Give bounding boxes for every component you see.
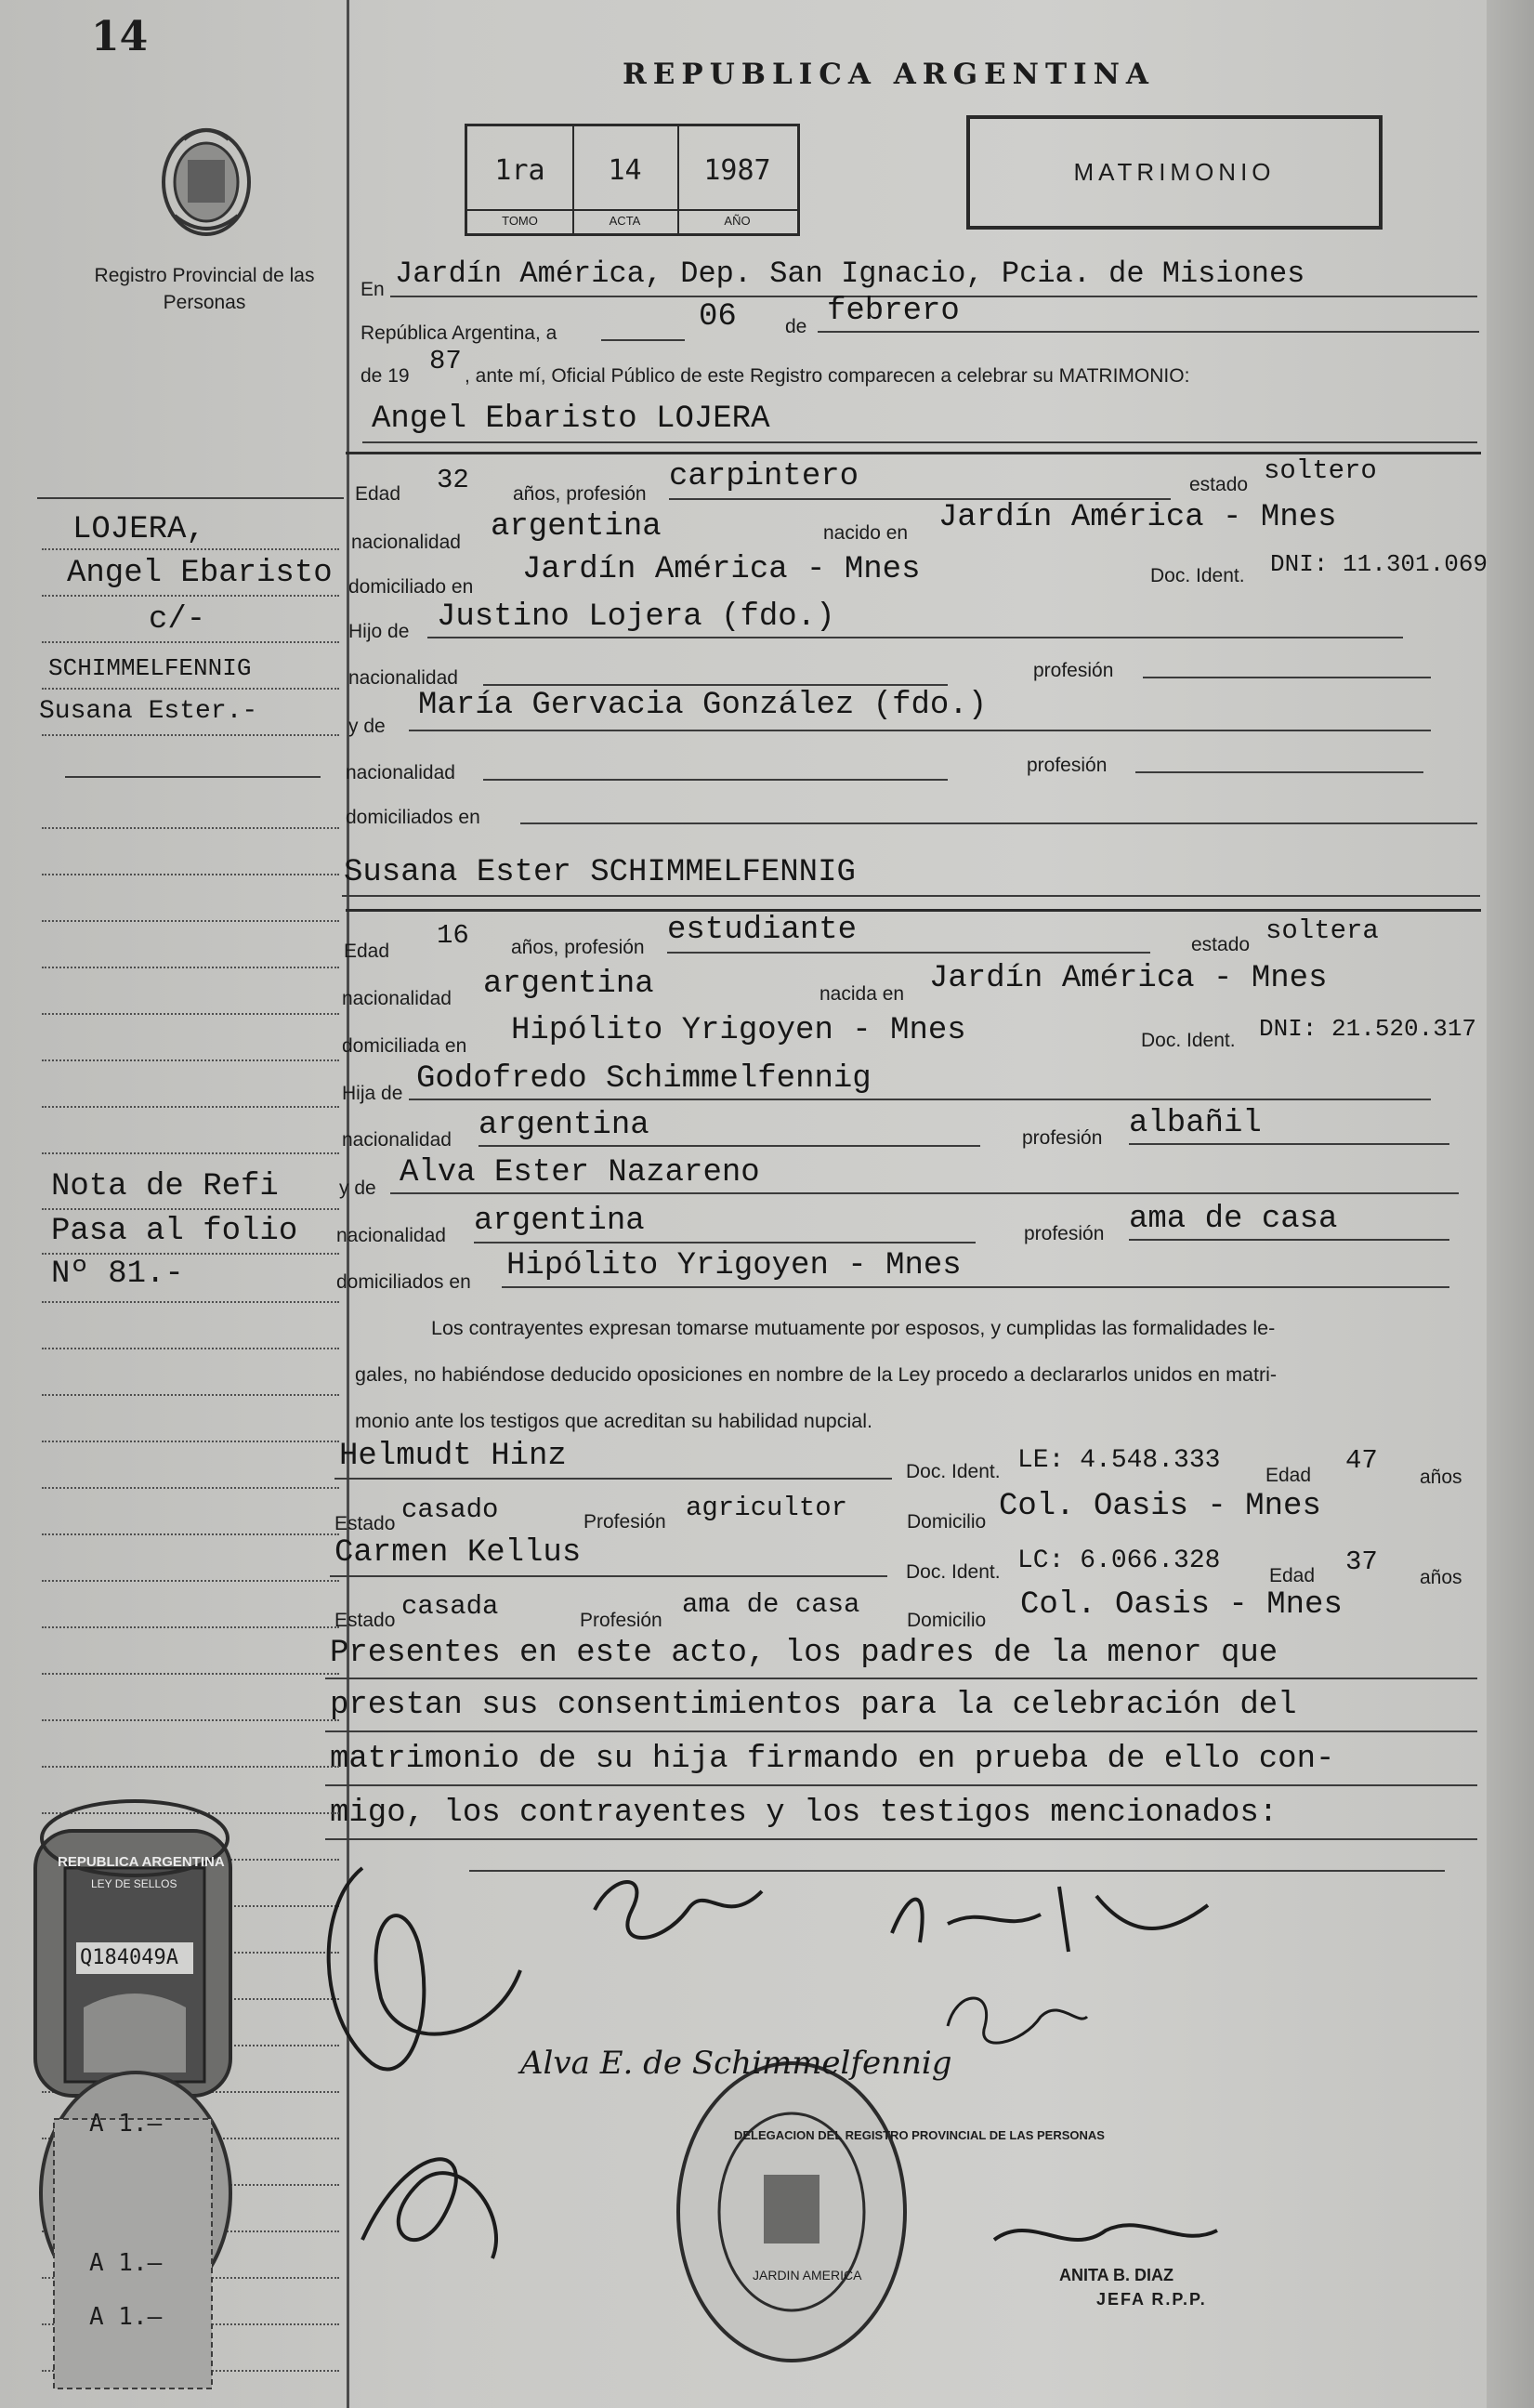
groom-signature: [307, 1831, 548, 2110]
official-title: JEFA R.P.P.: [1096, 2290, 1207, 2309]
bride-parents-res-label: domiciliados en: [336, 1271, 471, 1293]
groom-nationality: argentina: [491, 509, 662, 545]
witness1-status-label: Estado: [334, 1513, 396, 1534]
mother-signature: Alva E. de Schimmelfennig: [520, 2045, 952, 2082]
groom-father: Justino Lojera (fdo.): [437, 599, 835, 635]
groom-father-nat-label: nacionalidad: [348, 667, 458, 689]
witness1-domicile-label: Domicilio: [907, 1511, 987, 1533]
groom-mother-label: y de: [348, 716, 386, 737]
witness1-profession-label: Profesión: [583, 1511, 666, 1533]
tax-stamp-serial: Q184049A: [80, 1946, 178, 1969]
bride-doc: DNI: 21.520.317: [1259, 1015, 1477, 1043]
de-label: de: [785, 316, 807, 337]
bride-residence-label: domiciliada en: [342, 1035, 467, 1057]
record-box: [465, 124, 800, 236]
groom-profession-label: años, profesión: [513, 483, 647, 505]
margin-note: Nota de Refi: [51, 1169, 279, 1204]
witness2-age: 37: [1345, 1546, 1378, 1577]
witness1-status: casado: [401, 1494, 499, 1525]
office-seal-town: JARDIN AMERICA: [753, 2268, 862, 2283]
groom-age-label: Edad: [355, 483, 401, 505]
notes-line: matrimonio de su hija firmando en prueba de ello con-: [330, 1742, 1335, 1777]
bride-mother-profession: ama de casa: [1129, 1202, 1338, 1237]
page-edge: [1487, 0, 1534, 2408]
tax-stamp-law: LEY DE SELLOS: [91, 1877, 177, 1890]
anio-value: 1987: [703, 154, 771, 187]
witness1-name: Helmudt Hinz: [339, 1439, 567, 1474]
groom-parents-res-label: domiciliados en: [346, 807, 480, 828]
bride-father-label: Hija de: [342, 1083, 403, 1104]
tomo-value: 1ra: [494, 154, 545, 187]
witness1-doc: LE: 4.548.333: [1017, 1446, 1221, 1475]
witness2-profession: ama de casa: [682, 1589, 860, 1620]
tomo-label: TOMO: [467, 209, 572, 228]
country-title: REPUBLICA ARGENTINA: [623, 58, 1155, 91]
groom-doc-label: Doc. Ident.: [1150, 565, 1245, 586]
intro-text: , ante mí, Oficial Público de este Registro comparecen a celebrar su MATRIMONIO:: [465, 365, 1190, 387]
marriage-month: febrero: [827, 294, 960, 329]
fee-stamp-value: A 1.—: [89, 2303, 163, 2331]
groom-profession: carpintero: [669, 459, 859, 494]
official-name: ANITA B. DIAZ: [1059, 2266, 1173, 2284]
bride-mother-nat-label: nacionalidad: [336, 1225, 446, 1246]
witness1-doc-label: Doc. Ident.: [906, 1461, 1001, 1482]
bride-name: Susana Ester SCHIMMELFENNIG: [344, 855, 856, 890]
bride-birthplace-label: nacida en: [819, 983, 905, 1005]
bride-father: Godofredo Schimmelfennig: [416, 1061, 872, 1097]
record-type: MATRIMONIO: [966, 115, 1383, 230]
acta-label: ACTA: [572, 209, 677, 228]
en-label: En: [361, 279, 385, 300]
groom-mother-nat-label: nacionalidad: [346, 762, 455, 783]
notes-line: migo, los contrayentes y los testigos mencionados:: [330, 1796, 1278, 1831]
bride-nationality: argentina: [483, 967, 654, 1002]
groom-birthplace: Jardín América - Mnes: [938, 500, 1337, 535]
witness2-profession-label: Profesión: [580, 1610, 662, 1631]
groom-status: soltero: [1264, 455, 1377, 486]
marriage-year: 87: [429, 346, 462, 376]
bride-age-label: Edad: [344, 941, 390, 962]
bride-mother: Alva Ester Nazareno: [400, 1155, 760, 1191]
bride-father-nat-label: nacionalidad: [342, 1129, 452, 1151]
anio-label: AÑO: [677, 209, 797, 228]
margin-note: Nº 81.-: [51, 1257, 184, 1292]
notes-line: prestan sus consentimientos para la celebración del: [330, 1688, 1297, 1723]
office-seal-text: DELEGACION DEL REGISTRO PROVINCIAL DE LAS PERSONAS: [734, 2128, 1105, 2142]
bride-father-profession: albañil: [1129, 1106, 1262, 1141]
groom-name: Angel Ebaristo LOJERA: [372, 401, 770, 437]
margin-line: Angel Ebaristo: [67, 556, 333, 591]
bride-status-label: estado: [1191, 934, 1251, 955]
bride-mother-prof-label: profesión: [1024, 1223, 1105, 1244]
marriage-place: Jardín América, Dep. San Ignacio, Pcia. de Misiones: [395, 257, 1305, 291]
declaration-line: monio ante los testigos que acreditan su habilidad nupcial.: [355, 1410, 872, 1432]
notes-line: Presentes en este acto, los padres de la menor que: [330, 1636, 1278, 1671]
bride-profession: estudiante: [667, 913, 858, 948]
groom-residence-label: domiciliado en: [348, 576, 474, 598]
witness2-doc-label: Doc. Ident.: [906, 1561, 1001, 1583]
bride-father-nationality: argentina: [479, 1108, 649, 1143]
witness2-doc: LC: 6.066.328: [1017, 1546, 1221, 1575]
groom-nationality-label: nacionalidad: [351, 532, 461, 553]
office-seal: [671, 2054, 912, 2370]
witness2-status: casada: [401, 1591, 499, 1622]
groom-age: 32: [437, 465, 469, 495]
acta-value: 14: [608, 154, 642, 187]
margin-line: Susana Ester.-: [39, 697, 258, 726]
fee-stamps: [26, 2054, 240, 2407]
witness2-domicile: Col. Oasis - Mnes: [1020, 1587, 1343, 1623]
declaration-line: Los contrayentes expresan tomarse mutuamente por esposos, y cumplidas las formalidades le-: [431, 1317, 1276, 1339]
republic-label: República Argentina, a: [361, 322, 557, 344]
bride-mother-nationality: argentina: [474, 1204, 645, 1239]
margin-line: c/-: [149, 602, 206, 638]
fee-stamp-value: A 1.—: [89, 2110, 163, 2138]
groom-residence: Jardín América - Mnes: [522, 552, 921, 587]
witness1-profession: agricultor: [686, 1493, 848, 1523]
witness2-name: Carmen Kellus: [334, 1535, 582, 1571]
witness1-age-label: Edad: [1265, 1465, 1312, 1486]
witness1-signature: [873, 1868, 1226, 1970]
marriage-day: 06: [699, 299, 737, 335]
fee-stamp-value: A 1.—: [89, 2249, 163, 2277]
margin-note: Pasa al folio: [51, 1214, 298, 1249]
groom-status-label: estado: [1189, 474, 1249, 495]
bride-residence: Hipólito Yrigoyen - Mnes: [511, 1013, 966, 1048]
bride-doc-label: Doc. Ident.: [1141, 1030, 1236, 1051]
page-number: 14: [91, 13, 149, 60]
bride-parents-residence: Hipólito Yrigoyen - Mnes: [506, 1248, 962, 1283]
bride-status: soltera: [1265, 915, 1379, 946]
official-signature: [985, 2203, 1226, 2268]
groom-doc: DNI: 11.301.069: [1270, 550, 1488, 578]
father-signature: [334, 2100, 539, 2286]
bride-signature: [576, 1854, 780, 1966]
bride-profession-label: años, profesión: [511, 937, 645, 958]
declaration: [346, 1305, 1479, 1444]
coat-of-arms-icon: [156, 119, 256, 242]
witness2-domicile-label: Domicilio: [907, 1610, 987, 1631]
year-prefix: de 19: [361, 365, 410, 387]
witness1-years-label: años: [1420, 1467, 1462, 1488]
bride-mother-label: y de: [339, 1178, 376, 1199]
margin-line: SCHIMMELFENNIG: [48, 654, 252, 682]
registry-name: Registro Provincial de las Personas: [94, 265, 315, 313]
margin-line: LOJERA,: [72, 512, 205, 547]
groom-mother: María Gervacia González (fdo.): [418, 688, 988, 723]
witness2-age-label: Edad: [1269, 1565, 1316, 1586]
witness2-signature: [929, 1980, 1096, 2054]
groom-birthplace-label: nacido en: [823, 522, 909, 544]
groom-father-prof-label: profesión: [1033, 660, 1114, 681]
tax-stamp-title: REPUBLICA ARGENTINA: [58, 1854, 225, 1870]
witness1-age: 47: [1345, 1445, 1378, 1476]
declaration-line: gales, no habiéndose deducido oposiciones en nombre de la Ley procedo a declararlos unidos en matri-: [355, 1363, 1278, 1386]
groom-mother-prof-label: profesión: [1027, 755, 1108, 776]
groom-father-label: Hijo de: [348, 621, 410, 642]
witness2-years-label: años: [1420, 1567, 1462, 1588]
bride-birthplace: Jardín América - Mnes: [929, 961, 1328, 996]
bride-age: 16: [437, 920, 469, 951]
witness1-domicile: Col. Oasis - Mnes: [999, 1489, 1321, 1524]
witness2-status-label: Estado: [334, 1610, 396, 1631]
bride-father-prof-label: profesión: [1022, 1127, 1103, 1149]
bride-nationality-label: nacionalidad: [342, 988, 452, 1009]
